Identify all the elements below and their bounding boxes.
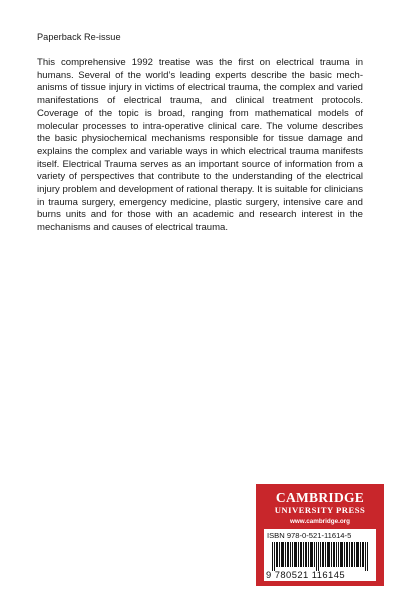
publisher-logo-name: CAMBRIDGE [275,490,365,505]
edition-note: Paperback Re-issue [37,32,121,42]
barcode-digits: 9 780521 116145 [266,569,346,580]
isbn-label: ISBN 978-0-521-11614-5 [267,531,352,540]
book-description: This comprehensive 1992 treatise was the first on electrical trauma in humans. Several of the world’s leading experts describe the basic mechanisms of tissue injury in victims of electrical trauma, the complex and varied manifestations of electrical trauma, and clinical treatment protocols. Coverage of the topic is broad, ranging from mathematical models of molecular processes to intra-operative clinical care. The volume describes the basic physiochemical mechanisms responsible for tissue damage and explains the complex and variable ways in which electrical trauma manifests itself. Electrical Trauma serves as an important source of information from a variety of perspectives that contribute to the understanding of the electrical injury problem and development of rational therapy. It is suitable for clinicians in trauma surgery, emergency medicine, plastic surgery, intensive care and burns units and for those with an academic and research interest in the mechanisms and causes of electrical trauma. [37,57,363,234]
barcode-icon [272,542,369,571]
barcode-panel [264,529,376,581]
publisher-block [255,483,385,587]
publisher-logo-press: UNIVERSITY PRESS [274,505,366,515]
publisher-url: www.cambridge.org [290,518,350,525]
